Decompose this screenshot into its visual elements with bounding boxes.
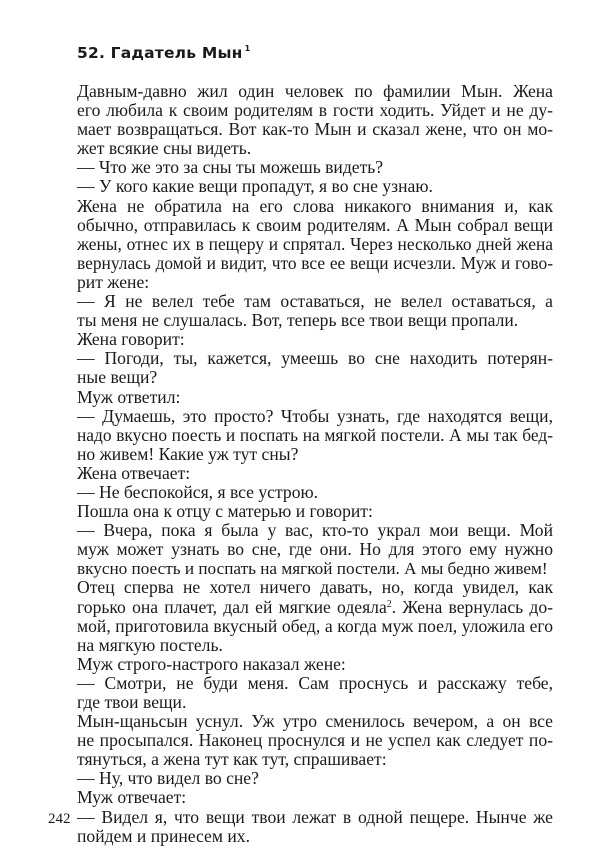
- text-line: [77, 101, 553, 120]
- text-line-content: — Думаешь, это просто? Чтобы узнать, где находятся вещи,: [77, 405, 553, 426]
- text-line-content: ты меня не слушалась. Вот, теперь все твои вещи пропали.: [77, 310, 519, 331]
- text-line: [77, 292, 553, 311]
- text-line: [77, 426, 553, 445]
- text-line: [77, 693, 553, 712]
- page-number: 242: [48, 811, 71, 827]
- text-line: [77, 559, 553, 578]
- text-line-content: Жена говорит:: [77, 329, 185, 350]
- story-body: [77, 82, 553, 846]
- text-line: [77, 407, 553, 426]
- text-line-content: мой, приготовила вкусный обед, а когда муж поел, уложила его: [77, 615, 553, 636]
- text-line-content: — Погоди, ты, кажется, умеешь во сне находить потерян-: [77, 348, 553, 369]
- text-line-content: Муж строго-настрого наказал жене:: [77, 653, 346, 674]
- text-line-content: муж может узнать во сне, где они. Но для этого ему нужно: [77, 539, 553, 560]
- text-line: [77, 445, 553, 464]
- text-line: [77, 235, 553, 254]
- text-line-content: рит жене:: [77, 271, 150, 292]
- text-line: [77, 216, 553, 235]
- text-line-content: — Что же это за сны ты можешь видеть?: [77, 157, 384, 178]
- footnote-mark: 2: [386, 598, 392, 610]
- text-line: [77, 655, 553, 674]
- text-line: [77, 636, 553, 655]
- text-line-content: тянуться, а жена тут как тут, спрашивает:: [77, 749, 387, 770]
- text-line-content: его любила к своим родителям в гости ходить. Уйдет и не ду-: [77, 100, 553, 121]
- text-line-content: Жена не обратила на его слова никакого внимания и, как: [77, 195, 553, 216]
- text-line: [77, 82, 553, 101]
- text-line: [77, 750, 553, 769]
- text-line-content: Мын-щаньсын уснул. Уж утро сменилось вечером, а он все: [77, 711, 553, 732]
- text-line-content: ные вещи?: [77, 367, 158, 388]
- text-line-content: жены, отнес их в пещеру и спрятал. Через несколько дней жена: [77, 233, 553, 254]
- text-line-content: пойдем и принесем их.: [77, 825, 250, 846]
- text-line-content: — Ну, что видел во сне?: [77, 768, 259, 789]
- story-title-text: 52. Гадатель Мын: [77, 44, 243, 62]
- text-line-content: мает возвращаться. Вот как-то Мын и сказал жене, что он мо-: [77, 119, 553, 140]
- text-line: [77, 521, 553, 540]
- text-line: [77, 483, 553, 502]
- text-line-content: Давным-давно жил один человек по фамилии Мын. Жена: [77, 81, 553, 101]
- text-line-content: вкусно поесть и поспать на мягкой постели. А мы бедно живем!: [77, 559, 548, 579]
- text-line: [77, 311, 553, 330]
- text-line-content: надо вкусно поесть и поспать на мягкой постели. А мы так бед-: [77, 424, 553, 445]
- text-line-content: Отец сперва не хотел ничего давать, но, когда увидел, как: [77, 577, 553, 598]
- text-line-content: горько она плачет, дал ей мягкие одеяла: [77, 596, 387, 617]
- story-title: [77, 44, 250, 62]
- text-line: [77, 177, 553, 196]
- text-line-content: — Не беспокойся, я все устрою.: [77, 481, 319, 502]
- title-footnote-mark: 1: [244, 44, 251, 53]
- text-line-content: вернулась домой и видит, что все ее вещи исчезли. Муж и гово-: [77, 252, 553, 273]
- text-line-content: Муж ответил:: [77, 386, 181, 407]
- text-line: [77, 540, 553, 559]
- text-line: [77, 578, 553, 597]
- text-line: [77, 769, 553, 788]
- text-line-content: на мягкую постель.: [77, 634, 223, 655]
- text-line: [77, 617, 553, 636]
- text-line-content: — Вчера, пока я была у вас, кто-то украл мои вещи. Мой: [77, 520, 553, 541]
- text-line: [77, 368, 553, 387]
- text-line-content: не просыпался. Наконец проснулся и не успел как следует по-: [77, 730, 553, 751]
- text-line-content: — Смотри, не буди меня. Сам проснусь и расскажу тебе,: [77, 672, 553, 693]
- text-line: [77, 197, 553, 216]
- text-line-content: Муж отвечает:: [77, 787, 187, 808]
- text-line: [77, 464, 553, 483]
- text-line: [77, 120, 553, 139]
- text-line: [77, 827, 553, 846]
- text-line: [77, 674, 553, 693]
- text-line-content: но живем! Какие уж тут сны?: [77, 443, 299, 464]
- text-line: [77, 598, 553, 617]
- text-line: [77, 349, 553, 368]
- text-line-content: обычно, отправилась к своим родителям. А Мын собрал вещи: [77, 214, 553, 235]
- text-line: [77, 502, 553, 521]
- text-line-content: — Я не велел тебе там оставаться, не велел оставаться, а: [77, 291, 553, 312]
- text-line-content: — Видел я, что вещи твои лежат в одной пещере. Нынче же: [77, 806, 553, 827]
- text-line: [77, 139, 553, 158]
- text-line-content: Пошла она к отцу с матерью и говорит:: [77, 501, 373, 522]
- text-line: [77, 788, 553, 807]
- text-line: [77, 808, 553, 827]
- text-line-content: Жена отвечает:: [77, 462, 191, 483]
- text-line-content: где твои вещи.: [77, 692, 187, 712]
- text-line-content: жет всякие сны видеть.: [77, 138, 252, 159]
- text-line: [77, 731, 553, 750]
- text-line: [77, 330, 553, 349]
- text-line: [77, 158, 553, 177]
- text-line: [77, 388, 553, 407]
- text-line: [77, 712, 553, 731]
- text-line-content: — У кого какие вещи пропадут, я во сне узнаю.: [77, 176, 433, 197]
- text-line: [77, 254, 553, 273]
- text-line-tail: . Жена вернулась до-: [391, 596, 553, 617]
- text-line: [77, 273, 553, 292]
